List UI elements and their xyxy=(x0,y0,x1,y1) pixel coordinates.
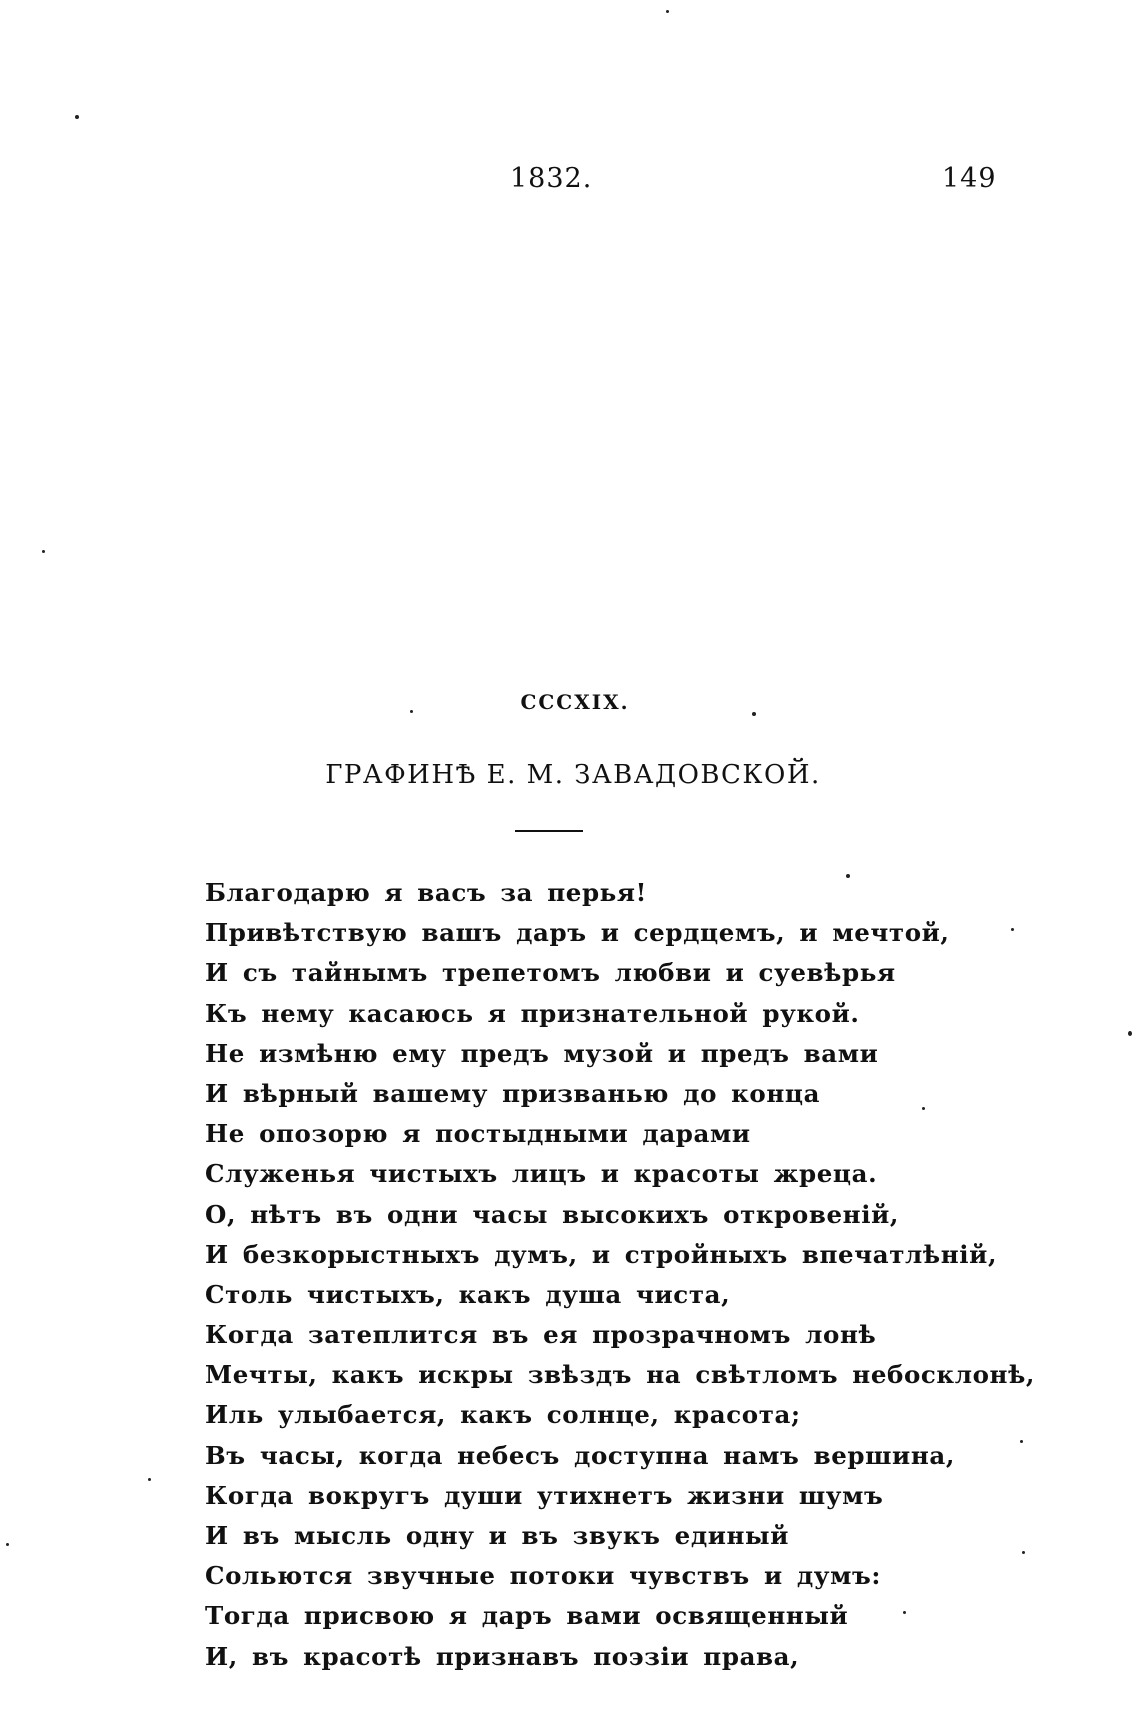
poem-title: ГРАФИНѢ Е. М. ЗАВАДОВСКОЙ. xyxy=(325,760,821,790)
poem-number: CCCXIX. xyxy=(520,690,630,714)
scan-speck xyxy=(922,1107,925,1110)
page-number: 149 xyxy=(942,163,997,194)
scan-speck xyxy=(666,10,669,13)
running-head xyxy=(0,163,1140,203)
poem-line: Къ нему касаюсь я признательной рукой. xyxy=(205,998,860,1028)
poem-line: Служенья чистыхъ лицъ и красоты жреца. xyxy=(205,1159,878,1189)
poem-body xyxy=(205,873,1105,1677)
poem-line: Не опозорю я постыдными дарами xyxy=(205,1119,751,1149)
poem-line: Привѣтствую вашъ даръ и сердцемъ, и мечтой, xyxy=(205,918,950,948)
poem-line: Когда вокругъ души утихнетъ жизни шумъ xyxy=(205,1480,884,1510)
poem-line: И, въ красотѣ признавъ поэзіи права, xyxy=(205,1641,800,1671)
poem-line: Сольются звучные потоки чувствъ и думъ: xyxy=(205,1561,881,1591)
scan-speck xyxy=(1011,928,1014,931)
poem-line: Тогда присвою я даръ вами освященный xyxy=(205,1601,849,1631)
poem-line: И въ мысль одну и въ звукъ единый xyxy=(205,1521,789,1550)
poem-line: Мечты, какъ искры звѣздъ на свѣтломъ небосклонѣ, xyxy=(205,1360,1036,1390)
scan-speck xyxy=(410,710,413,713)
poem-line: Не измѣню ему предъ музой и предъ вами xyxy=(205,1038,879,1068)
scan-speck xyxy=(1022,1551,1025,1554)
scan-speck xyxy=(6,1543,9,1546)
poem-line: Столь чистыхъ, какъ душа чиста, xyxy=(205,1279,731,1309)
poem-line: И безкорыстныхъ думъ, и стройныхъ впечатлѣній, xyxy=(205,1239,998,1269)
poem-line: И вѣрный вашему призванью до конца xyxy=(205,1078,821,1108)
poem-line: И съ тайнымъ трепетомъ любви и суевѣрья xyxy=(205,958,896,988)
poem-line: Когда затеплится въ ея прозрачномъ лонѣ xyxy=(205,1320,877,1350)
scan-speck xyxy=(148,1478,151,1481)
poem-line: О, нѣтъ въ одни часы высокихъ откровеній, xyxy=(205,1199,900,1229)
title-rule xyxy=(515,830,583,832)
scan-speck xyxy=(1020,1440,1023,1443)
poem-line: Иль улыбается, какъ солнце, красота; xyxy=(205,1400,801,1430)
running-head-year: 1832. xyxy=(510,163,593,194)
scan-speck xyxy=(752,712,756,716)
poem-line: Благодарю я васъ за перья! xyxy=(205,878,647,907)
scan-speck xyxy=(42,550,45,553)
scan-speck xyxy=(846,874,850,878)
scan-speck xyxy=(75,115,79,119)
scan-speck xyxy=(903,1611,906,1614)
poem-line: Въ часы, когда небесъ доступна намъ вершина, xyxy=(205,1440,955,1470)
scan-speck xyxy=(1128,1031,1132,1036)
